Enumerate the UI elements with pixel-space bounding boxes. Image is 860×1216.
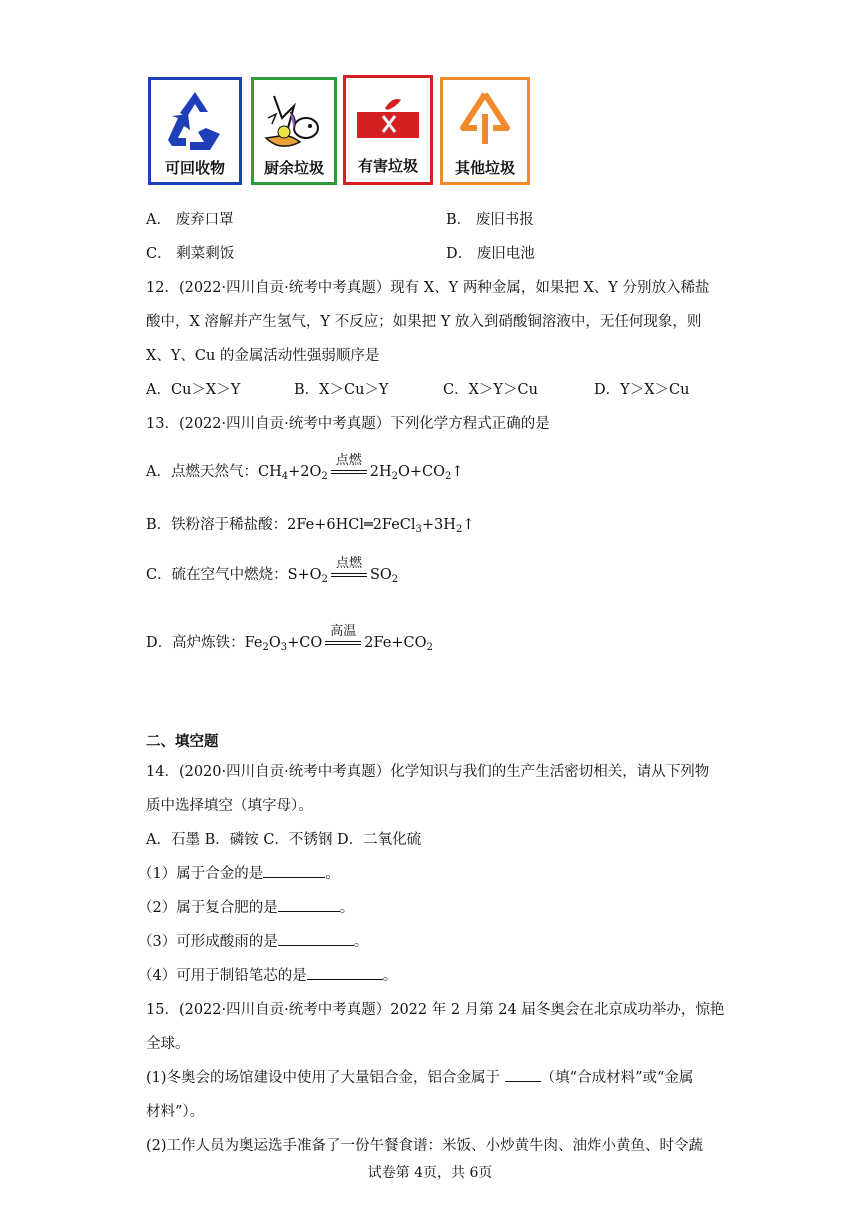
section-heading: 二、填空题	[146, 734, 219, 750]
subscript: 2	[262, 642, 269, 653]
q15-sub1	[146, 1066, 693, 1087]
q11-option-c: C． 剩菜剩饭	[146, 246, 235, 262]
answer-blank[interactable]	[263, 863, 325, 878]
q11-option-a: A． 废弃口罩	[146, 212, 234, 228]
q15-sub1-cont: 材料”）。	[146, 1104, 205, 1120]
q12-option-a: A．Cu＞X＞Y	[146, 382, 241, 398]
q15-stem-line1: 15．(2022·四川自贡·统考中考真题）2022 年 2 月第 24 届冬奥会在北京成功举办，惊艳	[146, 1002, 725, 1018]
q14-stem-line2: 质中选择填空（填字母）。	[146, 798, 313, 814]
q14-sub2	[138, 896, 354, 917]
text: （填“合成材料”或“金属	[540, 1070, 694, 1086]
answer-blank[interactable]	[278, 897, 340, 912]
text: A．点燃天然气：CH	[146, 464, 282, 480]
q14-stem-line1: 14．(2020·四川自贡·统考中考真题）化学知识与我们的生产生活密切相关，请从下列物	[146, 764, 710, 780]
q13-option-a	[146, 453, 464, 482]
condition-label: 高温	[330, 624, 357, 639]
q14-sub4	[138, 964, 397, 985]
q13-option-b	[146, 513, 474, 534]
bin-other	[440, 77, 530, 185]
text: B．铁粉溶于稀盐酸：2Fe+6HCl═2FeCl	[146, 517, 416, 533]
text: （1）属于合金的是	[138, 866, 264, 882]
text: SO	[369, 567, 392, 583]
subscript: 3	[280, 642, 288, 653]
bin-label: 厨余垃圾	[263, 159, 324, 177]
page-footer: 试卷第 4页，共 6页	[367, 1165, 493, 1181]
text: 2Fe+CO	[364, 635, 427, 651]
subscript: 2	[391, 471, 398, 482]
text: (1)冬奥会的场馆建设中使用了大量铝合金，铝合金属于	[146, 1070, 505, 1086]
text: （3）可形成酸雨的是	[138, 934, 278, 950]
q13-stem: 13．(2022·四川自贡·统考中考真题）下列化学方程式正确的是	[146, 416, 550, 432]
answer-blank[interactable]	[278, 931, 354, 946]
subscript: 2	[426, 642, 433, 653]
q15-stem-line2: 全球。	[146, 1036, 190, 1052]
q11-option-d: D． 废旧电池	[446, 246, 535, 262]
q12-stem-line3: X、Y、Cu 的金属活动性强弱顺序是	[146, 348, 380, 364]
text: C．硫在空气中燃烧：S+O	[146, 567, 322, 583]
subscript: 2	[321, 471, 328, 482]
q11-option-b: B． 废旧书报	[446, 212, 534, 228]
bin-hazardous	[343, 75, 433, 185]
q14-options: A．石墨 B．磷铵 C．不锈钢 D．二氧化硫	[146, 832, 422, 848]
bin-food-waste	[251, 77, 337, 185]
text: （2）属于复合肥的是	[138, 900, 278, 916]
text: +3H	[421, 517, 456, 533]
q12-option-d: D．Y＞X＞Cu	[594, 382, 690, 398]
text: 。	[339, 900, 355, 916]
subscript: 2	[455, 524, 463, 535]
text: （4）可用于制铅笔芯的是	[138, 968, 307, 984]
recycle-icon	[160, 88, 230, 154]
answer-blank[interactable]	[307, 965, 383, 980]
equation-condition	[329, 556, 369, 585]
text: 2H	[369, 464, 392, 480]
subscript: 3	[415, 524, 422, 535]
condition-label: 点燃	[335, 556, 362, 571]
equation-condition	[323, 624, 363, 653]
q15-sub2: (2)工作人员为奥运选手准备了一份午餐食谱：米饭、小炒黄牛肉、油炸小黄鱼、时令蔬	[146, 1138, 704, 1154]
q13-option-d	[146, 624, 433, 653]
q12-stem-line2: 酸中，X 溶解并产生氢气，Y 不反应；如果把 Y 放入到硝酸铜溶液中，无任何现象，则	[146, 314, 702, 330]
q14-sub3	[138, 930, 368, 951]
gas-arrow: ↑	[462, 517, 475, 533]
subscript: 4	[281, 471, 289, 482]
text: 。	[325, 866, 340, 882]
text: +2O	[288, 464, 322, 480]
other-waste-icon	[453, 88, 517, 152]
q12-option-b: B．X＞Cu＞Y	[294, 382, 389, 398]
subscript: 2	[391, 574, 399, 585]
subscript: 2	[321, 574, 328, 585]
bin-recyclable	[148, 77, 242, 185]
text: D．高炉炼铁：Fe	[146, 635, 263, 651]
text: O	[268, 635, 281, 651]
bin-label: 其他垃圾	[454, 159, 515, 177]
q13-option-c	[146, 556, 399, 585]
food-waste-icon	[260, 88, 328, 156]
text: 。	[382, 968, 398, 984]
bin-label: 有害垃圾	[357, 157, 418, 175]
q14-sub1	[138, 862, 340, 883]
q12-option-c: C．X＞Y＞Cu	[443, 382, 538, 398]
equation-condition	[329, 453, 369, 482]
text: +CO	[287, 635, 323, 651]
subscript: 2	[445, 471, 452, 482]
condition-label: 点燃	[335, 453, 362, 468]
gas-arrow: ↑	[451, 464, 464, 480]
q12-stem-line1: 12．(2022·四川自贡·统考中考真题）现有 X、Y 两种金属，如果把 X、Y 分别放入稀盐	[146, 280, 710, 296]
answer-blank[interactable]	[505, 1067, 541, 1082]
hazard-icon	[353, 92, 423, 156]
bin-label: 可回收物	[164, 159, 225, 177]
text: O+CO	[397, 464, 446, 480]
text: 。	[353, 934, 369, 950]
